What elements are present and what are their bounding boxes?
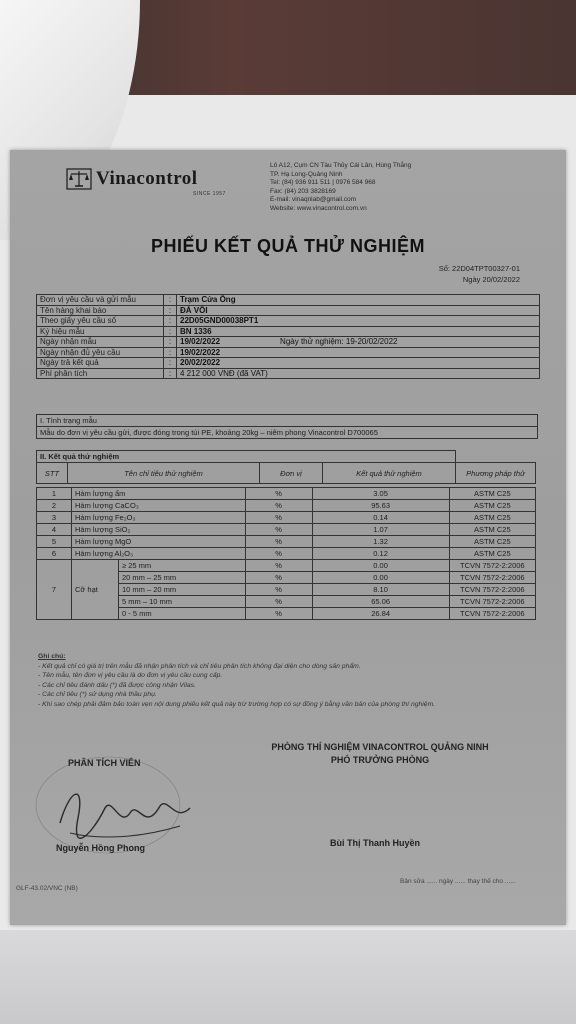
stt-cell: 2 [37,500,72,512]
info-label: Phí phân tích [37,368,164,379]
info-value: 19/02/2022 Ngày thử nghiệm: 19-20/02/2022 [177,337,540,348]
method-cell: ASTM C25 [449,524,535,536]
method-cell: TCVN 7572-2:2006 [449,584,535,596]
address-line: Website: www.vinacontrol.com.vn [270,204,367,212]
deputy-name: Bùi Thị Thanh Huyền [330,838,420,848]
info-value: 22D05GND00038PT1 [177,316,540,327]
test-name-cell: Hàm lượng Fe₂O₃ [72,512,246,524]
size-range-cell: 5 mm – 10 mm [119,596,246,608]
size-range-cell: 10 mm – 20 mm [119,584,246,596]
method-cell: TCVN 7572-2:2006 [449,608,535,620]
info-value: Trạm Cửa Ông [177,295,540,306]
info-label: Ngày nhận đủ yêu cầu [37,347,164,358]
info-value: BN 1336 [177,326,540,337]
col-method: Phương pháp thử [455,463,535,484]
method-cell: ASTM C25 [449,548,535,560]
table-surface [0,930,576,1024]
revision-note: Bản sửa ...... ngày ...... thay thế cho ...... [400,878,516,885]
analyst-title: PHÂN TÍCH VIÊN [68,758,141,768]
document-number-date [439,263,520,285]
lab-role: PHÓ TRƯỞNG PHÒNG [330,755,430,765]
lab-name: PHÒNG THÍ NGHIỆM VINACONTROL QUẢNG NINH [271,742,489,752]
info-label: Ngày nhận mẫu [37,337,164,348]
info-row: Ký hiệu mẫu : BN 1336 [37,326,540,337]
info-row: Đơn vị yêu cầu và gửi mẫu : Trạm Cửa Ông [37,295,540,306]
col-result: Kết quả thử nghiệm [322,463,455,484]
address-line: TP. Hạ Long-Quảng Ninh [270,170,343,178]
table-row [37,488,536,500]
company-address [270,162,411,213]
method-cell: TCVN 7572-2:2006 [449,560,535,572]
address-line: Fax: (84) 203 3828169 [270,187,336,195]
stt-cell: 1 [37,488,72,500]
unit-cell: % [245,536,312,548]
method-cell: ASTM C25 [449,536,535,548]
address-line: E-mail: vinaqnlab@gmail.com [270,196,357,203]
info-label: Ngày trả kết quả [37,358,164,369]
size-range-cell: 0 - 5 mm [119,608,246,620]
method-cell: TCVN 7572-2:2006 [449,596,535,608]
notes-section [38,652,548,709]
info-value: 4 212 000 VNĐ (đã VAT) [177,368,540,379]
test-name-cell: Hàm lượng ẩm [72,488,246,500]
unit-cell: % [245,512,312,524]
document-number: Số: 22D04TPT00327-01 [438,264,520,273]
info-label: Ký hiệu mẫu [37,326,164,337]
table-row [37,548,536,560]
unit-cell: % [245,524,312,536]
lab-signature-block [230,741,530,767]
sample-status-box [36,414,538,439]
table-row [37,512,536,524]
table-row [37,524,536,536]
address-line: Tel: (84) 936 911 511 | 0976 584 968 [270,179,376,186]
result-cell: 65.06 [312,596,449,608]
results-table [36,450,536,484]
result-cell: 26.84 [312,608,449,620]
result-cell: 0.00 [312,572,449,584]
note-line: - Khi sao chép phải đảm bảo toàn vẹn nội dung phiếu kết quả này trừ trường hợp có sự đồng ý bằng văn bản của phòng thí nghiệm. [38,700,436,708]
test-name-cell: Hàm lượng CaCO₃ [72,500,246,512]
unit-cell: % [245,560,312,572]
results-body-table [36,487,536,620]
info-label: Tên hàng khai báo [37,305,164,316]
note-line: - Các chỉ tiêu đánh dấu (*) đã được công nhận Vilas. [38,681,196,689]
info-row: Ngày trả kết quả : 20/02/2022 [37,358,540,369]
method-cell: TCVN 7572-2:2006 [449,572,535,584]
unit-cell: % [245,488,312,500]
info-row: Tên hàng khai báo : ĐÁ VÔI [37,305,540,316]
notes-heading: Ghi chú: [38,653,66,660]
info-value: 19/02/2022 [177,347,540,358]
note-line: - Tên mẫu, tên đơn vị yêu cầu là do đơn vị yêu cầu cung cấp. [38,672,223,679]
size-range-cell: 20 mm – 25 mm [119,572,246,584]
test-report-sheet [10,150,566,925]
method-cell: ASTM C25 [449,488,535,500]
test-name-cell: Hàm lượng MgO [72,536,246,548]
info-value: 20/02/2022 [177,358,540,369]
results-body [37,488,536,620]
sample-status-heading: I. Tình trạng mẫu [37,415,537,427]
result-cell: 3.05 [312,488,449,500]
unit-cell: % [245,548,312,560]
method-cell: ASTM C25 [449,512,535,524]
sample-info-table [36,294,540,379]
unit-cell: % [245,608,312,620]
brand-since: SINCE 1957 [193,191,226,197]
stt-cell: 4 [37,524,72,536]
col-stt: STT [37,463,68,484]
result-cell: 1.07 [312,524,449,536]
info-value: ĐÁ VÔI [177,305,540,316]
stt-cell: 7 [37,560,72,620]
address-line: Lô A12, Cụm CN Tàu Thủy Cái Lân, Hùng Thắng [270,162,412,169]
stt-cell: 6 [37,548,72,560]
result-cell: 95.63 [312,500,449,512]
result-cell: 0.12 [312,548,449,560]
result-cell: 0.14 [312,512,449,524]
stt-cell: 3 [37,512,72,524]
table-row [37,536,536,548]
unit-cell: % [245,584,312,596]
unit-cell: % [245,572,312,584]
info-label: Đơn vị yêu cầu và gửi mẫu [37,295,164,306]
test-name-cell: Hàm lượng SiO₂ [72,524,246,536]
note-line: - Các chỉ tiêu (*) sử dụng nhà thầu phụ. [38,691,157,698]
brand-name: Vinacontrol [96,168,198,189]
analyst-name: Nguyễn Hồng Phong [56,843,145,853]
document-date: Ngày 20/02/2022 [462,275,520,284]
sample-status-text: Mẫu do đơn vị yêu cầu gửi, được đóng trong túi PE, khoảng 20kg – niêm phong Vinacontrol D700065 [40,428,378,437]
table-row [37,560,536,572]
note-line: - Kết quả chỉ có giá trị trên mẫu đã nhận phân tích và chỉ tiêu phân tích không đại diện cho dòng sản phẩm. [38,662,361,670]
test-date: Ngày thử nghiệm: 19-20/02/2022 [280,337,398,347]
unit-cell: % [245,500,312,512]
size-group-label: Cỡ hạt [72,560,119,620]
result-cell: 1.32 [312,536,449,548]
test-name-cell: Hàm lượng Al₂O₃ [72,548,246,560]
info-row: Theo giấy yêu cầu số : 22D05GND00038PT1 [37,316,540,327]
unit-cell: % [245,596,312,608]
col-unit: Đơn vị [259,463,322,484]
results-heading-row [37,451,536,463]
info-row: Phí phân tích : 4 212 000 VNĐ (đã VAT) [37,368,540,379]
result-cell: 8.10 [312,584,449,596]
method-cell: ASTM C25 [449,500,535,512]
results-header-row [37,463,536,484]
result-cell: 0.00 [312,560,449,572]
info-label: Theo giấy yêu cầu số [37,316,164,327]
form-code: GLF-43.02/VNC (NB) [16,885,78,892]
stt-cell: 5 [37,536,72,548]
table-row [37,500,536,512]
col-name: Tên chỉ tiêu thử nghiệm [68,463,260,484]
info-row: Ngày nhận mẫu : 19/02/2022 Ngày thử nghiệm: 19-20/02/2022 [37,337,540,348]
results-heading: II. Kết quả thử nghiệm [37,451,456,463]
document-title: PHIẾU KẾT QUẢ THỬ NGHIỆM [151,236,425,256]
scale-emblem-icon [66,168,92,190]
size-range-cell: ≥ 25 mm [119,560,246,572]
info-row: Ngày nhận đủ yêu cầu : 19/02/2022 [37,347,540,358]
company-logo [66,168,198,190]
